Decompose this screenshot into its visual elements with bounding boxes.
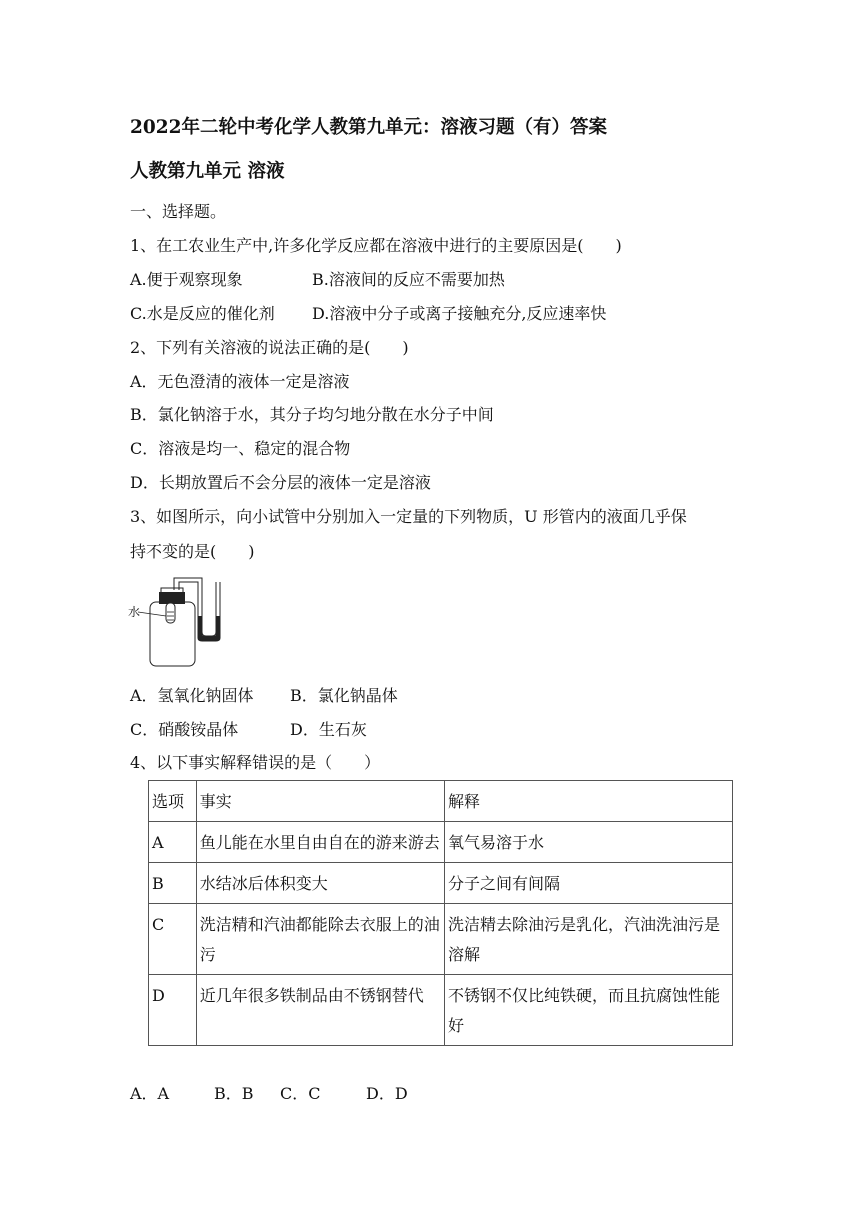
header-option: 选项	[149, 781, 197, 822]
q3-option-c: C．硝酸铵晶体	[130, 720, 239, 739]
row-fact: 洗洁精和汽油都能除去衣服上的油污	[196, 904, 444, 975]
row-explanation: 不锈钢不仅比纯铁硬，而且抗腐蚀性能好	[444, 975, 732, 1046]
page-title: 2022年二轮中考化学人教第九单元：溶液习题（有）答案	[130, 117, 607, 138]
q4-option-a: A．A	[130, 1084, 170, 1103]
table-row	[149, 904, 733, 975]
q1-option-b: B.溶液间的反应不需要加热	[312, 270, 505, 289]
header-explanation: 解释	[444, 781, 732, 822]
row-option: B	[149, 863, 197, 904]
question-1-stem: 1、在工农业生产中,许多化学反应都在溶液中进行的主要原因是( )	[130, 236, 622, 255]
q2-option-d: D．长期放置后不会分层的液体一定是溶液	[130, 473, 431, 492]
table-row	[149, 822, 733, 863]
question-3-stem-line2: 持不变的是( )	[130, 542, 255, 561]
question-2-stem: 2、下列有关溶液的说法正确的是( )	[130, 338, 409, 357]
table-header-row	[149, 781, 733, 822]
question-4-stem: 4、以下事实解释错误的是（ ）	[130, 753, 381, 772]
liquid-in-u-tube	[198, 616, 220, 641]
row-explanation: 分子之间有间隔	[444, 863, 732, 904]
header-fact: 事实	[196, 781, 444, 822]
q2-option-c: C．溶液是均一、稳定的混合物	[130, 439, 351, 458]
section-heading: 人教第九单元 溶液	[130, 161, 285, 182]
q1-option-c: C.水是反应的催化剂	[130, 304, 275, 323]
row-fact: 近几年很多铁制品由不锈钢替代	[196, 975, 444, 1046]
q1-option-a: A.便于观察现象	[130, 270, 243, 289]
row-option: C	[149, 904, 197, 975]
q2-option-a: A．无色澄清的液体一定是溶液	[130, 372, 350, 391]
row-explanation: 洗洁精去除油污是乳化，汽油洗油污是溶解	[444, 904, 732, 975]
fact-explanation-table	[148, 780, 733, 1046]
row-explanation: 氧气易溶于水	[444, 822, 732, 863]
table-row	[149, 863, 733, 904]
water-label: 水	[128, 605, 141, 619]
row-fact: 鱼儿能在水里自由自在的游来游去	[196, 822, 444, 863]
stopper-shape	[159, 592, 185, 604]
section-label: 一、选择题。	[130, 202, 227, 221]
row-option: A	[149, 822, 197, 863]
q1-option-d: D.溶液中分子或离子接触充分,反应速率快	[312, 304, 607, 323]
q3-option-a: A．氢氧化钠固体	[130, 686, 254, 705]
q3-option-b: B．氯化钠晶体	[290, 686, 398, 705]
q4-option-d: D．D	[366, 1084, 408, 1103]
q2-option-b: B．氯化钠溶于水，其分子均匀地分散在水分子中间	[130, 405, 494, 424]
row-fact: 水结冰后体积变大	[196, 863, 444, 904]
apparatus-diagram	[128, 568, 243, 670]
q4-option-c: C．C	[280, 1084, 321, 1103]
u-tube-apparatus-figure	[128, 568, 243, 674]
question-3-stem-line1: 3、如图所示，向小试管中分别加入一定量的下列物质，U 形管内的液面几乎保	[130, 507, 687, 526]
q3-option-d: D．生石灰	[290, 720, 367, 739]
table-row	[149, 975, 733, 1046]
q4-option-b: B．B	[214, 1084, 254, 1103]
row-option: D	[149, 975, 197, 1046]
